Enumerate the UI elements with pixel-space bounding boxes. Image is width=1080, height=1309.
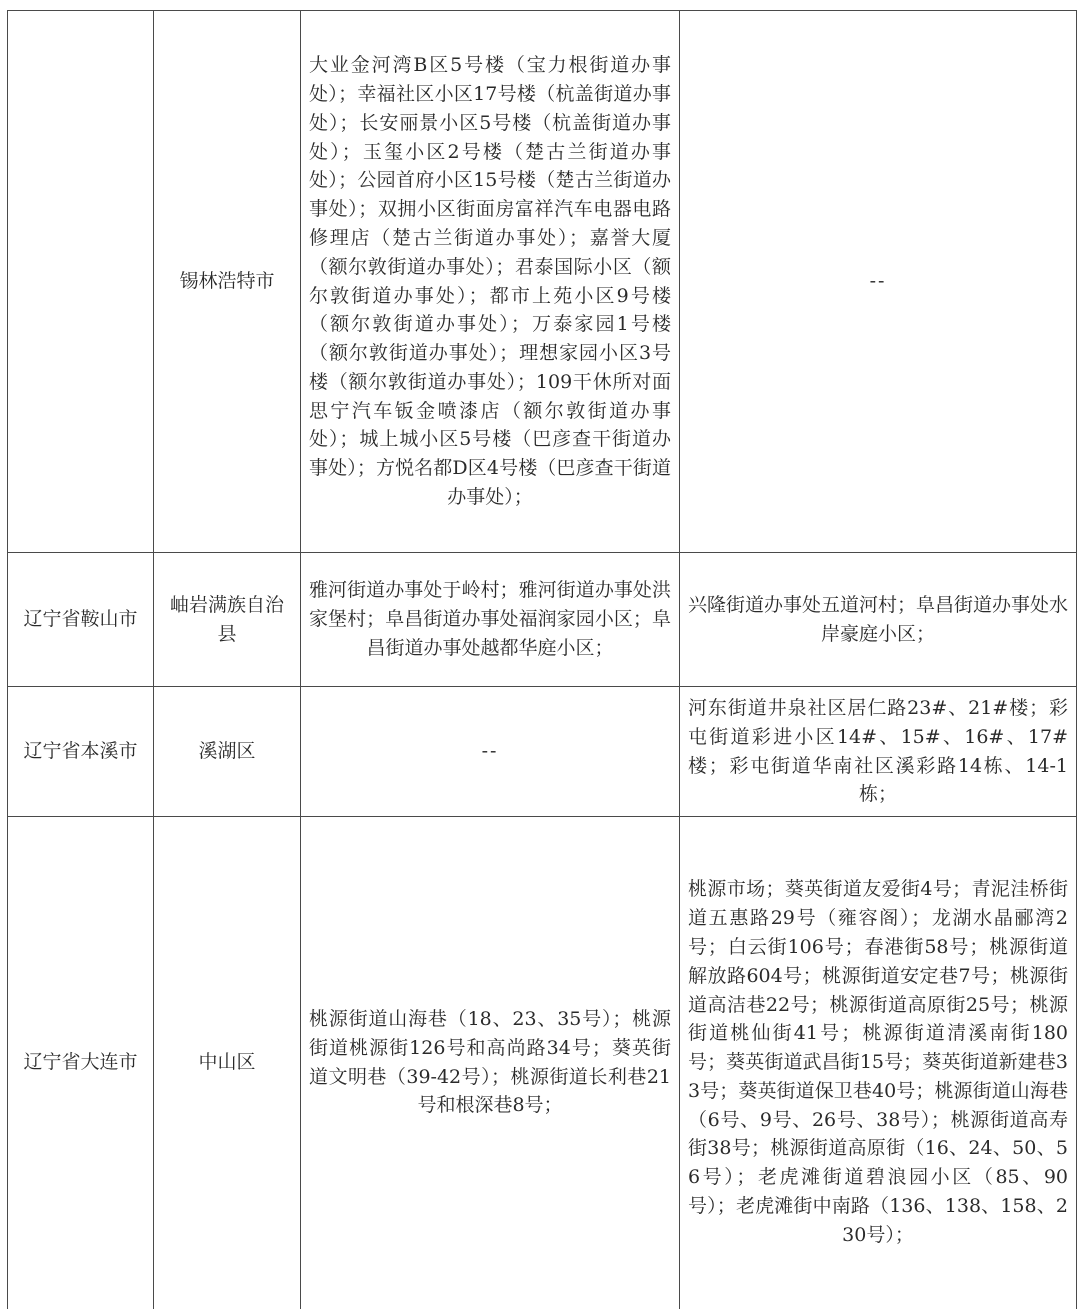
low-risk-cell — [680, 553, 1077, 687]
table-row — [8, 817, 1077, 1309]
low-risk-text: 桃源市场；葵英街道友爱街4号；青泥洼桥街道五惠路29号（雍容阁）；龙湖水晶郦湾2号；白云街106号；春港街58号；桃源街道解放路604号；桃源街道安定巷7号；桃源街道高洁巷22号；桃源街道高原街25号；桃源街道桃仙街41号；桃源街道清溪南街180号；葵英街道武昌街15号；葵英街道新建巷33号；葵英街道保卫巷40号；桃源街道山海巷（6号、9号、26号、38号）；桃源街道高寿街38号；桃源街道高原街（16、24、50、56号）；老虎滩街道碧浪园小区（85、90号）；老虎滩街中南路（136、138、158、230号）； — [688, 878, 1068, 1246]
risk-area-table — [7, 10, 1077, 1309]
table-row — [8, 553, 1077, 687]
province-cell: 辽宁省大连市 — [8, 817, 154, 1309]
medium-risk-text: 桃源街道山海巷（18、23、35号）；桃源街道桃源街126号和高尚路34号；葵英街道文明巷（39-42号）；桃源街道长利巷21号和根深巷8号； — [309, 1007, 671, 1117]
medium-risk-cell — [301, 817, 680, 1309]
low-risk-text: 兴隆街道办事处五道河村；阜昌街道办事处水岸豪庭小区； — [688, 593, 1069, 645]
province-cell — [8, 11, 154, 553]
medium-risk-text: -- — [481, 740, 499, 763]
province-cell: 辽宁省本溪市 — [8, 687, 154, 817]
district-cell: 溪湖区 — [154, 687, 301, 817]
medium-risk-cell — [301, 553, 680, 687]
low-risk-text: 河东街道井泉社区居仁路23#、21#楼；彩屯街道彩进小区14#、15#、16#、17#楼；彩屯街道华南社区溪彩路14栋、14-1栋； — [688, 696, 1068, 806]
province-cell: 辽宁省鞍山市 — [8, 553, 154, 687]
medium-risk-text: 大业金河湾B区5号楼（宝力根街道办事处）；幸福社区小区17号楼（杭盖街道办事处）；长安丽景小区5号楼（杭盖街道办事处）；玉玺小区2号楼（楚古兰街道办事处）；公园首府小区15号楼（楚古兰街道办事处）；双拥小区街面房富祥汽车电器电路修理店（楚古兰街道办事处）；嘉誉大厦（额尔敦街道办事处）；君泰国际小区（额尔敦街道办事处）；都市上苑小区9号楼（额尔敦街道办事处）；万泰家园1号楼（额尔敦街道办事处）；理想家园小区3号楼（额尔敦街道办事处）；109干休所对面思宁汽车钣金喷漆店（额尔敦街道办事处）；城上城小区5号楼（巴彦查干街道办事处）；方悦名都D区4号楼（巴彦查干街道办事处）； — [309, 54, 671, 509]
medium-risk-text: 雅河街道办事处于岭村；雅河街道办事处洪家堡村；阜昌街道办事处福润家园小区；阜昌街道办事处越都华庭小区； — [309, 579, 671, 659]
low-risk-cell — [680, 687, 1077, 817]
table-row — [8, 11, 1077, 553]
table-row — [8, 687, 1077, 817]
district-cell: 岫岩满族自治县 — [154, 553, 301, 687]
district-cell: 锡林浩特市 — [154, 11, 301, 553]
low-risk-cell — [680, 11, 1077, 553]
low-risk-text: -- — [869, 270, 887, 293]
medium-risk-cell — [301, 687, 680, 817]
medium-risk-cell — [301, 11, 680, 553]
low-risk-cell — [680, 817, 1077, 1309]
district-cell: 中山区 — [154, 817, 301, 1309]
